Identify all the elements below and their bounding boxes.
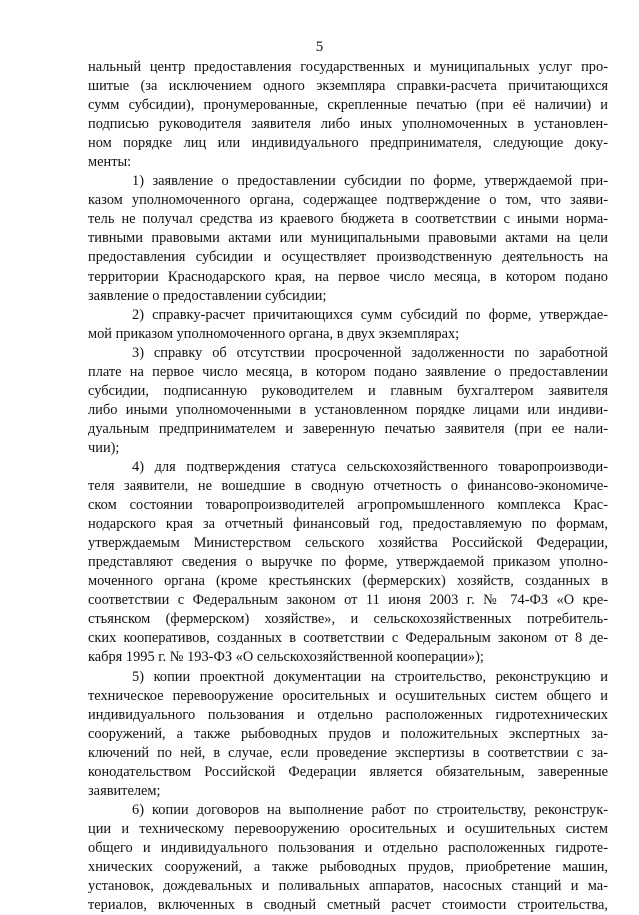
list-item-4-start: 4) для подтверждения статуса сельскохозяйственного товаропроизводи- [132, 458, 608, 475]
text-line: территории Краснодарского края, на первое число месяца, в котором подано [88, 268, 608, 285]
list-item-3-start: 3) справку об отсутствии просроченной задолженности по заработной [132, 344, 608, 361]
text-line: ном порядке лиц или индивидуального предпринимателя, следующие доку- [88, 135, 608, 152]
text-line: либо иными уполномоченными в установленном порядке лицами или индиви- [88, 401, 608, 418]
text-line: кабря 1995 г. № 193-ФЗ «О сельскохозяйственной кооперации»); [88, 649, 484, 666]
text-line: хнических сооружений, а также рыбоводных прудов, приобретение машин, [88, 858, 608, 875]
text-line: сумм субсидии), пронумерованные, скрепленные печатью (при её наличии) и [88, 97, 608, 114]
page-number: 5 [315, 39, 324, 55]
text-line: нальный центр предоставления государственных и муниципальных услуг про- [88, 59, 608, 75]
text-line: установок, дождевальных и поливальных аппаратов, насосных станций и ма- [88, 878, 608, 895]
text-line: плате на первое число месяца, в котором подано заявление о предоставлении [88, 363, 608, 380]
text-line: индивидуального пользования и отдельно расположенных гидротехнических [88, 706, 608, 723]
text-line: дуальным предпринимателем и заверенную печатью заявителя (при ее нали- [88, 420, 608, 437]
text-line: нодарского края за отчетный финансовый год, предоставляемую по формам, [88, 516, 608, 533]
text-line: конодательством Российской Федерации является обязательным, заверенные [88, 763, 608, 780]
text-line: подписью руководителя заявителя либо иных уполномоченных в установлен- [88, 116, 608, 133]
text-line: тивными правовыми актами или муниципальными правовыми актами на цели [88, 230, 608, 247]
text-line: тель не получал средства из краевого бюджета в соответствии с иными норма- [88, 211, 608, 228]
text-line: предоставления субсидии и осуществляет производственную деятельность на [88, 249, 608, 266]
text-line: представляют сведения о выручке по форме, утверждаемой приказом уполно- [88, 554, 608, 571]
text-line: ском состоянии товаропроизводителей агропромышленного комплекса Крас- [88, 497, 608, 514]
text-line: стьянском (фермерском) хозяйстве», и сельскохозяйственных потребитель- [88, 611, 608, 628]
text-line: казом уполномоченного органа, содержащее подтверждение о том, что заяви- [88, 192, 608, 209]
text-line: соответствии с Федеральным законом от 11 июня 2003 г. № 74-ФЗ «О кре- [88, 592, 608, 609]
list-item-2-start: 2) справку-расчет причитающихся сумм субсидий по форме, утверждае- [132, 306, 608, 323]
text-line: мой приказом уполномоченного органа, в двух экземплярах; [88, 325, 460, 342]
text-line: чии); [88, 439, 120, 456]
list-item-1-start: 1) заявление о предоставлении субсидии по форме, утверждаемой при- [132, 173, 608, 190]
text-line: сооружений, а также рыбоводных прудов и положительных экспертных за- [88, 725, 608, 742]
list-item-5-start: 5) копии проектной документации на строительство, реконструкцию и [132, 668, 608, 685]
list-item-6-start: 6) копии договоров на выполнение работ по строительству, реконструк- [132, 801, 608, 818]
text-line: субсидии, подписанную руководителем и главным бухгалтером заявителя [88, 382, 608, 399]
text-line: териалов, включенных в сводный сметный расчет стоимости строительства, [88, 897, 608, 914]
text-line: ключений по ней, в случае, если проведение экспертизы в соответствии с за- [88, 744, 608, 761]
text-line: теля заявители, не вошедшие в сводную отчетность о финансово-экономиче- [88, 478, 608, 495]
text-line: общего и индивидуального пользования и отдельно расположенных гидроте- [88, 839, 608, 856]
text-line: заявителем; [88, 782, 161, 799]
text-line: ских кооперативов, созданных в соответствии с Федеральным законом от 8 де- [88, 630, 608, 647]
text-line: ции и техническому перевооружению оросительных и осушительных систем [88, 820, 608, 837]
text-line: техническое перевооружение оросительных и осушительных систем общего и [88, 687, 608, 704]
text-line: менты: [88, 154, 132, 171]
document-body [88, 58, 608, 915]
text-line: шитые (за исключением одного экземпляра справки-расчета причитающихся [88, 78, 608, 95]
text-line: моченного органа (кроме крестьянских (фермерских) хозяйств, созданных в [88, 573, 608, 590]
text-line: утверждаемым Министерством сельского хозяйства Российской Федерации, [88, 535, 608, 552]
text-line: заявление о предоставлении субсидии; [88, 287, 327, 304]
